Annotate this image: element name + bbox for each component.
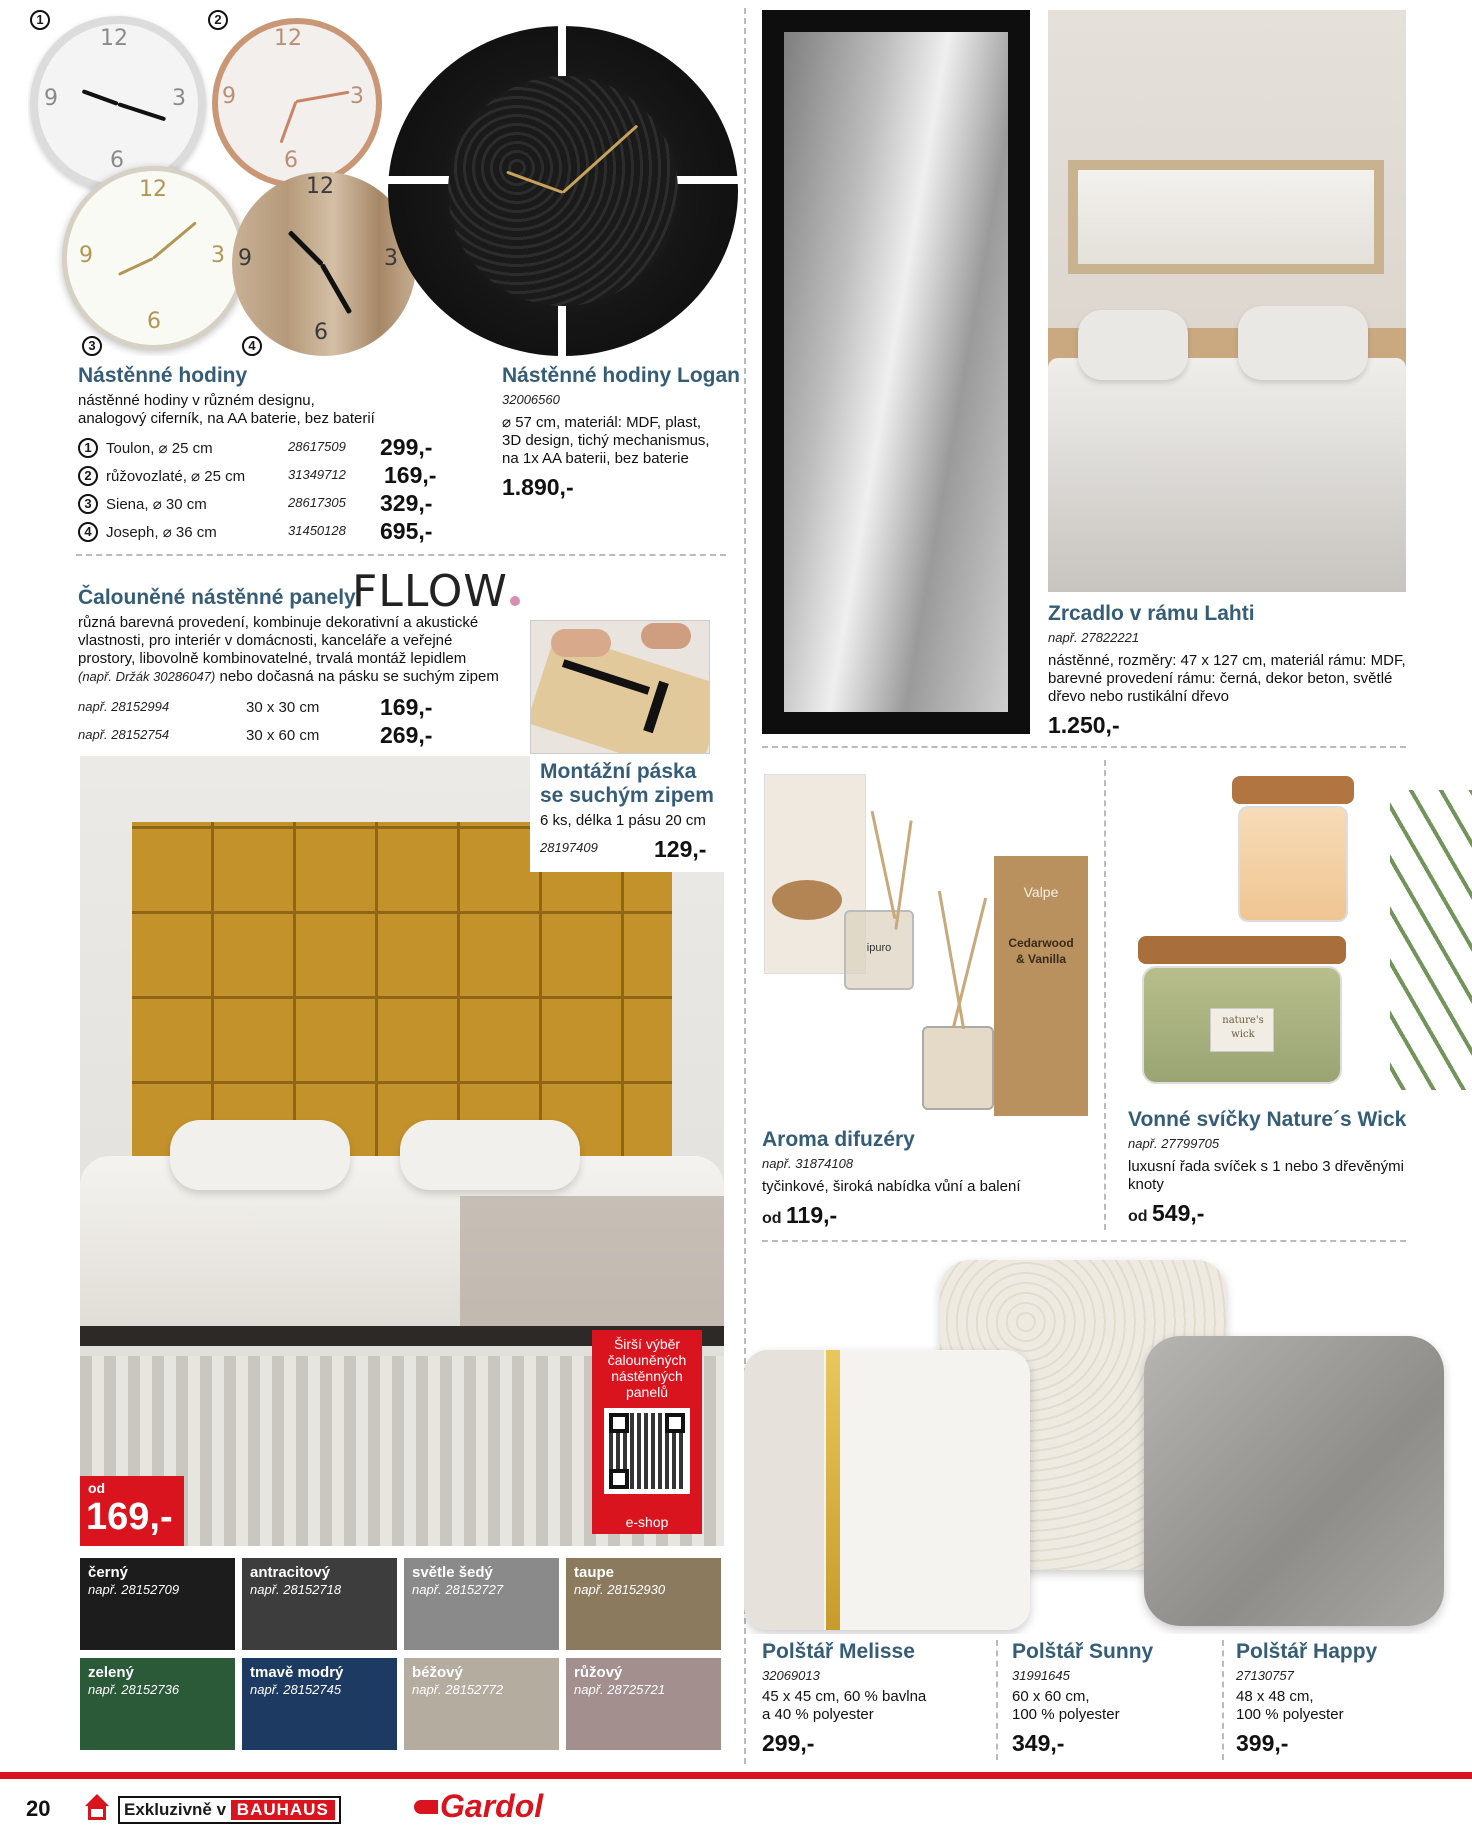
candles-art: např. 27799705 [1128, 1136, 1220, 1151]
exclusive-text: Exkluzivně v [124, 1800, 227, 1819]
pillow-price-happy: 399,- [1236, 1730, 1289, 1756]
pillow-art-sunny: 31991645 [1012, 1668, 1070, 1683]
clock-marker-3: 3 [82, 336, 102, 356]
page-number: 20 [26, 1796, 51, 1821]
swatch-name: antracitový [250, 1564, 331, 1581]
pillow-price-melisse: 299,- [762, 1730, 815, 1756]
divider [762, 746, 1406, 748]
clock-row-2 [78, 464, 438, 490]
candle-large [1138, 936, 1346, 1086]
aroma-desc: tyčinkové, široká nabídka vůní a balení [762, 1178, 1021, 1195]
swatch-dark-blue [242, 1658, 397, 1750]
swatch-taupe [566, 1558, 721, 1650]
clock-digit: 3 [211, 243, 225, 268]
tape-price: 129,- [654, 836, 707, 862]
clock-marker-4: 4 [242, 336, 262, 356]
panel-size-row-1 [78, 696, 438, 722]
footer-exclusive [118, 1796, 341, 1824]
candles-price-line [1128, 1200, 1204, 1227]
panel-size-row-2 [78, 724, 438, 750]
clock-row-price: 299,- [380, 434, 433, 460]
panels-title: Čalouněné nástěnné panely [78, 586, 356, 609]
swatch-art: např. 28152736 [88, 1682, 180, 1697]
candles-from: od [1128, 1208, 1148, 1225]
clocks-desc-2: analogový ciferník, na AA baterie, bez baterií [78, 410, 375, 427]
divider [76, 554, 726, 556]
aroma-price-line [762, 1202, 837, 1229]
clock-row-1 [78, 436, 438, 462]
clock-row-art: 28617305 [288, 495, 346, 510]
swatch-art: např. 28152727 [412, 1582, 504, 1597]
tape-desc: 6 ks, délka 1 pásu 20 cm [540, 812, 706, 829]
mirror-desc-2: barevné provedení rámu: černá, dekor beton, světlé [1048, 670, 1393, 687]
pillow-art-happy: 27130757 [1236, 1668, 1294, 1683]
clock-rose-gold [212, 18, 382, 188]
tape-photo [530, 620, 710, 754]
pillow-desc-happy-1: 48 x 48 cm, [1236, 1688, 1314, 1705]
candles-title: Vonné svíčky Nature´s Wick [1128, 1108, 1407, 1131]
clock-row-art: 31349712 [288, 467, 346, 482]
clock-toulon [30, 16, 206, 192]
clock-row-name: Siena, ⌀ 30 cm [106, 496, 207, 513]
swatch-beige [404, 1658, 559, 1750]
swatch-name: béžový [412, 1664, 463, 1681]
clock-digit: 9 [238, 246, 252, 271]
pillow-title-melisse: Polštář Melisse [762, 1640, 915, 1663]
aroma-from: od [762, 1210, 782, 1227]
clock-marker-1: 1 [30, 10, 50, 30]
mirror-art: např. 27822221 [1048, 630, 1140, 645]
candles-desc-2: knoty [1128, 1176, 1164, 1193]
aroma-price: 119,- [786, 1202, 838, 1228]
column-divider [996, 1640, 998, 1760]
box-scent-1: Cedarwood [1008, 936, 1074, 950]
panel-size: 30 x 60 cm [246, 727, 320, 744]
clock-row-number: 2 [78, 466, 98, 486]
clock-digit: 9 [44, 86, 58, 111]
column-divider [1104, 760, 1106, 1230]
clock-digit: 12 [100, 26, 128, 51]
logan-desc-1: ⌀ 57 cm, materiál: MDF, plast, [502, 414, 702, 431]
panels-desc-4 [78, 668, 499, 686]
panel-size: 30 x 30 cm [246, 699, 320, 716]
swatch-name: růžový [574, 1664, 623, 1681]
gardol-logo [414, 1790, 604, 1826]
box-brand: Valpe [1023, 884, 1059, 900]
aroma-box-valpe [994, 856, 1088, 1116]
clock-row-price: 695,- [380, 518, 433, 544]
mirror-price: 1.250,- [1048, 712, 1120, 738]
from-price: 169,- [86, 1496, 173, 1538]
panels-desc-holder: (např. Držák 30286047) [78, 669, 216, 684]
qr-code [604, 1408, 690, 1494]
tape-box [530, 756, 724, 872]
pillow-melisse [744, 1350, 1030, 1630]
logan-art: 32006560 [502, 392, 560, 407]
eshop-label: e-shop [625, 1514, 669, 1530]
clock-logan [388, 26, 738, 356]
clocks-photo [28, 8, 740, 356]
swatch-name: taupe [574, 1564, 615, 1581]
panels-desc-tail: nebo dočasná na pásku se suchým zipem [215, 668, 499, 685]
clock-digit: 3 [384, 246, 398, 271]
panels-from-price-badge [80, 1476, 184, 1546]
candles-price: 549,- [1152, 1200, 1205, 1226]
mirror-desc-3: dřevo nebo rustikální dřevo [1048, 688, 1229, 705]
clock-row-name: Joseph, ⌀ 36 cm [106, 524, 217, 541]
clock-digit: 6 [147, 309, 161, 334]
pillow-title-sunny: Polštář Sunny [1012, 1640, 1154, 1663]
pillow-art-melisse: 32069013 [762, 1668, 820, 1683]
tape-art: 28197409 [540, 840, 598, 855]
swatch-name: tmavě modrý [250, 1664, 344, 1681]
candle-label-2: wick [1231, 1029, 1255, 1040]
pillow-desc-melisse-1: 45 x 45 cm, 60 % bavlna [762, 1688, 927, 1705]
logan-price: 1.890,- [502, 474, 574, 500]
clock-digit: 3 [350, 84, 364, 109]
clock-row-number: 3 [78, 494, 98, 514]
panel-size-price: 169,- [380, 694, 433, 720]
pillows-photo [744, 1254, 1462, 1634]
eshop-text-2: čalouněných [607, 1352, 687, 1368]
jar-brand: ipuro [866, 942, 892, 954]
clock-row-price: 169,- [384, 462, 437, 488]
column-divider [1222, 1640, 1224, 1760]
candles-desc-1: luxusní řada svíček s 1 nebo 3 dřevěnými [1128, 1158, 1404, 1175]
mirror-title: Zrcadlo v rámu Lahti [1048, 602, 1255, 625]
clock-marker-2: 2 [208, 10, 228, 30]
mirror-lahti [1068, 160, 1384, 274]
gardol-text: Gardol [440, 1788, 544, 1824]
box-scent-2: & Vanilla [1015, 952, 1067, 966]
eshop-qr-badge[interactable] [592, 1330, 702, 1534]
plant-leaves [1390, 790, 1472, 1090]
swatch-art: např. 28152718 [250, 1582, 342, 1597]
clock-digit: 6 [110, 148, 124, 173]
divider [762, 1240, 1406, 1242]
mirror-photo [762, 10, 1030, 734]
aroma-art: např. 31874108 [762, 1156, 854, 1171]
candle-label-1: nature's [1222, 1015, 1264, 1026]
swatch-art: např. 28725721 [574, 1682, 666, 1697]
clock-row-4 [78, 520, 438, 546]
clock-row-price: 329,- [380, 490, 433, 516]
eshop-text-1: Širší výběr [613, 1336, 681, 1352]
aroma-title: Aroma difuzéry [762, 1128, 915, 1151]
clock-siena [62, 166, 246, 350]
eshop-text-3: nástěnných [611, 1368, 683, 1384]
candle-small [1232, 776, 1354, 926]
clock-row-3 [78, 492, 438, 518]
logan-desc-2: 3D design, tichý mechanismus, [502, 432, 710, 449]
clock-digit: 6 [314, 320, 328, 345]
swatch-anthracite [242, 1558, 397, 1650]
pillow-title-happy: Polštář Happy [1236, 1640, 1378, 1663]
candles-photo [1120, 770, 1472, 1104]
pillow-happy [1144, 1336, 1444, 1626]
from-label: od [88, 1480, 106, 1496]
tape-title-2: se suchým zipem [540, 784, 714, 807]
clock-row-name: růžovozlaté, ⌀ 25 cm [106, 468, 246, 485]
pillow-desc-sunny-2: 100 % polyester [1012, 1706, 1120, 1723]
clock-row-name: Toulon, ⌀ 25 cm [106, 440, 213, 457]
pillow-desc-sunny-1: 60 x 60 cm, [1012, 1688, 1090, 1705]
clock-digit: 12 [139, 177, 167, 202]
panels-desc-1: různá barevná provedení, kombinuje dekorativní a akustické [78, 614, 479, 631]
swatch-name: černý [88, 1564, 129, 1581]
mirror-desc-1: nástěnné, rozměry: 47 x 127 cm, materiál rámu: MDF, [1048, 652, 1406, 669]
bauhaus-logo: BAUHAUS [231, 1800, 335, 1820]
clock-digit: 12 [274, 26, 302, 51]
mirror-room-photo [1048, 10, 1406, 592]
swatch-green [80, 1658, 235, 1750]
swatch-name: světle šedý [412, 1564, 493, 1581]
clock-digit: 9 [79, 243, 93, 268]
swatch-light-grey [404, 1558, 559, 1650]
logan-desc-3: na 1x AA baterii, bez baterie [502, 450, 689, 467]
aroma-photo [762, 770, 1094, 1124]
footer-red-line [0, 1772, 1472, 1779]
swatch-pink [566, 1658, 721, 1750]
diffuser-jar [844, 910, 914, 990]
fllow-logo: FLLOW [352, 566, 520, 617]
upholstered-panels [132, 822, 672, 1166]
house-icon [82, 1794, 112, 1822]
pillow-desc-happy-2: 100 % polyester [1236, 1706, 1344, 1723]
swatch-black [80, 1558, 235, 1650]
tape-title-1: Montážní páska [540, 760, 697, 783]
clock-digit: 12 [306, 174, 334, 199]
pillow-price-sunny: 349,- [1012, 1730, 1065, 1756]
swatch-art: např. 28152772 [412, 1682, 504, 1697]
swatch-art: např. 28152709 [88, 1582, 180, 1597]
pillow-desc-melisse-2: a 40 % polyester [762, 1706, 874, 1723]
swatch-name: zelený [88, 1664, 134, 1681]
swatch-art: např. 28152745 [250, 1682, 342, 1697]
clock-row-number: 1 [78, 438, 98, 458]
clock-row-number: 4 [78, 522, 98, 542]
panel-size-art: např. 28152754 [78, 727, 170, 742]
clocks-desc-1: nástěnné hodiny v různém designu, [78, 392, 315, 409]
clock-row-art: 31450128 [288, 523, 346, 538]
panels-desc-2: vlastnosti, pro interiér v domácnosti, kanceláře a veřejné [78, 632, 453, 649]
clock-row-art: 28617509 [288, 439, 346, 454]
panels-desc-3: prostory, libovolně kombinovatelné, trvalá montáž lepidlem [78, 650, 467, 667]
panel-size-price: 269,- [380, 722, 433, 748]
clocks-title: Nástěnné hodiny [78, 364, 248, 387]
swatch-art: např. 28152930 [574, 1582, 666, 1597]
clock-digit: 9 [222, 84, 236, 109]
clock-digit: 3 [172, 86, 186, 111]
panel-size-art: např. 28152994 [78, 699, 170, 714]
logan-title: Nástěnné hodiny Logan [502, 364, 741, 387]
clock-digit: 6 [284, 148, 298, 173]
eshop-text-4: panelů [625, 1384, 669, 1400]
